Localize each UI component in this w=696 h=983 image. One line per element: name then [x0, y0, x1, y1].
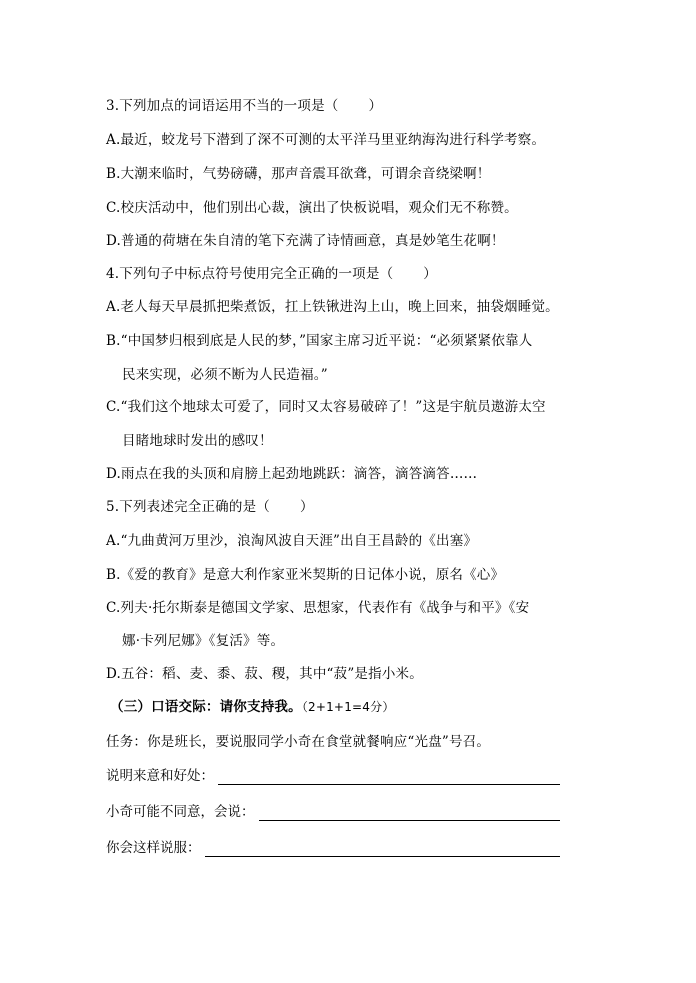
q5-stem: [106, 498, 314, 516]
q4-option-b-line2: 民来实现，必须不断为人民造福。”: [122, 367, 328, 383]
field-persuade-row: [106, 839, 560, 857]
q3-option-d: D.普通的荷塘在朱自清的笔下充满了诗情画意，真是妙笔生花啊！: [106, 233, 505, 249]
q4-option-d: D.雨点在我的头顶和肩膀上起劲地跳跃：滴答，滴答滴答……: [106, 466, 478, 482]
oral-task: 任务：你是班长，要说服同学小奇在食堂就餐响应“光盘”号召。: [106, 734, 491, 750]
oral-heading-text: （三）口语交际：请你支持我。: [110, 699, 302, 715]
oral-section-heading: [110, 698, 395, 716]
q5-option-d: D.五谷：稻、麦、黍、菽、稷，其中“菽”是指小米。: [106, 666, 423, 682]
q4-stem-end: ）: [423, 266, 437, 282]
q5-option-b: B.《爱的教育》是意大利作家亚米契斯的日记体小说，原名《心》: [106, 567, 505, 583]
q4-stem: [106, 265, 437, 283]
field-purpose-row: [106, 767, 560, 785]
q4-option-c-line1: C.“我们这个地球太可爱了，同时又太容易破碎了！”这是宇航员遨游太空: [106, 399, 546, 415]
q5-stem-end: ）: [299, 499, 314, 515]
q3-stem: [106, 97, 382, 115]
oral-points: （2+1+1=4分）: [301, 700, 395, 714]
q3-option-c: C.校庆活动中，他们别出心裁，演出了快板说唱，观众们无不称赞。: [106, 200, 518, 216]
q3-option-b: B.大潮来临时，气势磅礴，那声音震耳欲聋，可谓余音绕梁啊！: [106, 166, 491, 182]
q4-option-a: A.老人每天早晨抓把柴煮饭，扛上铁锹进沟上山，晚上回来，抽袋烟睡觉。: [106, 299, 559, 315]
q4-option-c-line2: 目睹地球时发出的感叹！: [122, 433, 273, 449]
q4-stem-text: 4.下列句子中标点符号使用完全正确的一项是（: [106, 266, 394, 282]
field-objection-row: [106, 803, 560, 821]
q5-option-c-line1: C.列夫·托尔斯泰是德国文学家、思想家，代表作有《战争与和平》《安: [106, 600, 530, 616]
field-objection-blank[interactable]: [259, 805, 561, 821]
q3-stem-end: ）: [368, 98, 383, 114]
q3-option-a: A.最近，蛟龙号下潜到了深不可测的太平洋马里亚纳海沟进行科学考察。: [106, 132, 546, 148]
q4-option-b-line1: B.“中国梦归根到底是人民的梦，”国家主席习近平说：“必须紧紧依靠人: [106, 333, 533, 349]
field-persuade-blank[interactable]: [205, 841, 561, 857]
q5-option-a: A.“九曲黄河万里沙，浪淘风波自天涯”出自王昌龄的《出塞》: [106, 533, 478, 549]
field-persuade-label: 你会这样说服：: [106, 840, 201, 856]
q5-stem-text: 5.下列表述完全正确的是（: [106, 499, 270, 515]
field-purpose-blank[interactable]: [218, 769, 560, 785]
q3-stem-text: 3.下列加点的词语运用不当的一项是（: [106, 98, 339, 114]
field-purpose-label: 说明来意和好处：: [106, 768, 214, 784]
field-objection-label: 小奇可能不同意，会说：: [106, 804, 255, 820]
q5-option-c-line2: 娜·卡列尼娜》《复活》等。: [122, 633, 285, 649]
